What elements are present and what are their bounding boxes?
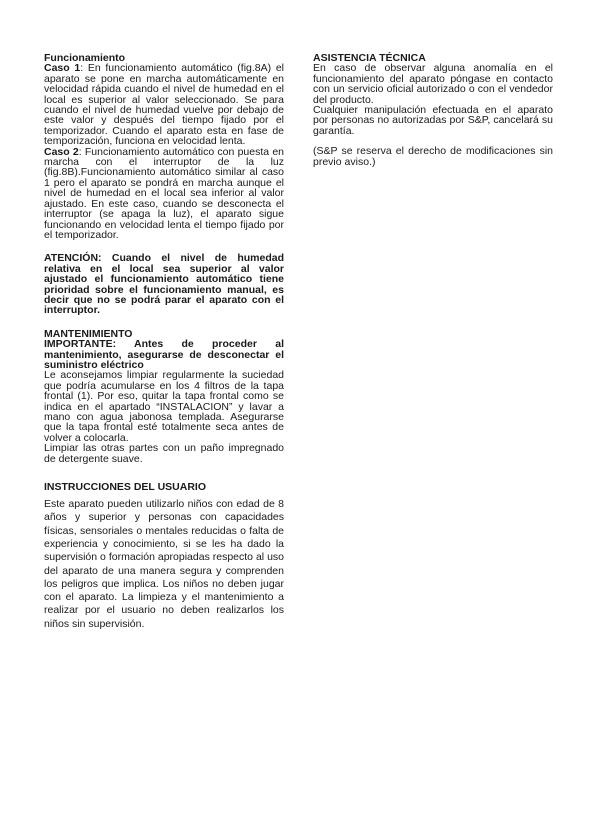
caso2-paragraph (44, 147, 284, 241)
usuario-heading: INSTRUCCIONES DEL USUARIO (44, 481, 206, 494)
atencion-paragraph: ATENCIÓN: Cuando el nivel de humedad relativa en el local sea superior al valor ajustado el funcionamiento automático tiene prioridad sobre el funcionamiento manual, es decir que no se podrá parar el aparato con el interruptor. (44, 252, 284, 317)
usuario-paragraph: Este aparato pueden utilizarlo niños con edad de 8 años y superior y personas con capacidades físicas, sensoriales o mentales reducidas o falta de experiencia y conocimiento, si se les ha dado la supervisión o formación apropiadas respecto al uso del aparato de una manera segura y comprenden los peligros que implica. Los niños no deben jugar con el aparato. La limpieza y el mantenimiento a realizar por el usuario no deben realizarlos los niños sin supervisión. (44, 498, 284, 630)
funcionamiento-heading: Funcionamiento (44, 52, 126, 64)
mantenimiento-section (44, 329, 284, 464)
asistencia-paragraph-1: En caso de observar alguna anomalía en el funcionamiento del aparato póngase en contacto con un servicio oficial autorizado o con el vendedor del producto. (313, 62, 553, 106)
right-column (313, 53, 553, 167)
importante-paragraph: IMPORTANTE: Antes de proceder al mantenimiento, asegurarse de desconectar el suministro eléctrico (44, 338, 284, 371)
asistencia-section (313, 53, 553, 167)
caso2-text: : Funcionamiento automático con puesta en marcha con el interruptor de la luz (fig.8B).Funcionamiento automático similar al caso 1 pero el aparato se pondrá en marcha aunque el nivel de humedad en el local sea inferior al valor ajustado. En este caso, cuando se desconecta el interruptor (se apaga la luz), el aparato sigue funcionando en velocidad lenta el tiempo fijado por el temporizador. (44, 145, 284, 241)
caso1-label: Caso 1 (44, 62, 81, 75)
usuario-section (44, 481, 284, 631)
mantenimiento-paragraph-2: Limpiar las otras partes con un paño impregnado de detergente suave. (44, 442, 284, 465)
mantenimiento-paragraph-1: Le aconsejamos limpiar regularmente la suciedad que podría acumularse en los 4 filtros de la tapa frontal (1). Por eso, quitar la tapa frontal como se indica en el apartado “INSTALACION” y lavar a mano con agua jabonosa templada. Asegurarse que la tapa frontal esté totalmente seca antes de volver a colocarla. (44, 369, 284, 444)
caso1-paragraph (44, 63, 284, 146)
asistencia-paragraph-2: Cualquier manipulación efectuada en el aparato por personas no autorizadas por S&P, cancelará su garantía. (313, 104, 553, 137)
left-column (44, 53, 284, 631)
caso2-label: Caso 2 (44, 145, 79, 158)
caso1-text: : En funcionamiento automático (fig.8A) el aparato se pone en marcha automáticamente en velocidad rápida cuando el nivel de humedad en el local es superior al valor seleccionado. Se para cuando el nivel de humedad vuelve por debajo de este valor y después del tiempo fijado por el temporizador. Cuando el aparato esta en fase de temporización, funciona en velocidad lenta. (44, 62, 285, 148)
asistencia-paragraph-3: (S&P se reserva el derecho de modificaciones sin previo aviso.) (313, 145, 553, 168)
atencion-section (44, 253, 284, 315)
asistencia-heading: ASISTENCIA TÉCNICA (313, 52, 426, 64)
funcionamiento-section (44, 53, 284, 240)
mantenimiento-heading: MANTENIMIENTO (44, 327, 133, 340)
